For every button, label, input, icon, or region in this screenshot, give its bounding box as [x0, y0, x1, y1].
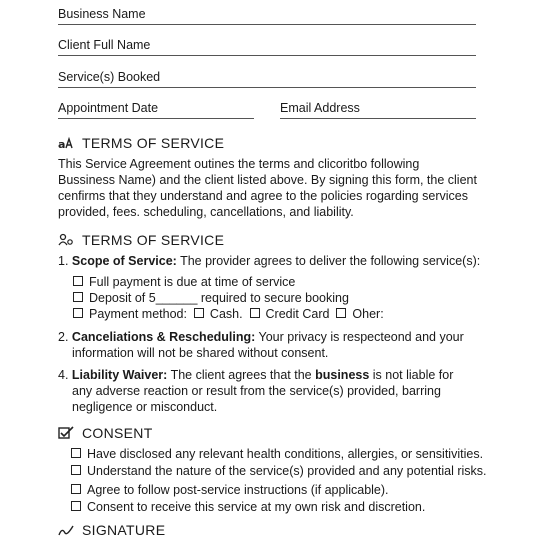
consent-item-1[interactable]: [71, 446, 483, 462]
terms-item-2: [58, 329, 464, 345]
payment-method-label: Payment method:: [89, 307, 187, 321]
consent-checkbox-1[interactable]: [71, 448, 81, 458]
terms-item-4-line3: negligence or misconduct.: [72, 400, 218, 414]
terms-item-2-line1: Your privacy is respecteond and your: [255, 330, 464, 344]
terms-item-2-line2: information will not be shared without consent.: [72, 346, 329, 360]
appointment-date-label: Appointment Date: [58, 101, 159, 115]
payment-method-checkbox[interactable]: [73, 308, 83, 318]
option-deposit[interactable]: [73, 290, 349, 306]
consent-checkbox-4[interactable]: [71, 501, 81, 511]
signature-title: SIGNATURE: [82, 522, 166, 538]
signature-heading: [58, 522, 165, 538]
terms-item-2-number: 2.: [58, 330, 69, 344]
terms-title: TERMS OF SERVICE: [82, 232, 225, 248]
people-settings-icon: [58, 233, 74, 247]
consent-label-1: Have disclosed any relevant health conditions, allergies, or sensitivities.: [87, 447, 484, 461]
consent-checkbox-2[interactable]: [71, 465, 81, 475]
consent-checkbox-3[interactable]: [71, 484, 81, 494]
terms-item-1-label: Scope of Service:: [71, 254, 177, 268]
terms-item-4-cont-2: [72, 399, 217, 415]
email-address-label: Email Address: [280, 101, 360, 115]
terms-item-4-line1b: is not liable for: [369, 368, 454, 382]
credit-card-label: Credit Card: [265, 307, 330, 321]
email-address-field[interactable]: [280, 101, 476, 119]
consent-item-3[interactable]: [71, 482, 389, 498]
terms-item-2-label: Canceliations & Rescheduling:: [71, 330, 256, 344]
terms-heading: [58, 232, 224, 248]
terms-item-1: [58, 253, 480, 269]
consent-label-3: Agree to follow post-service instructions (if applicable).: [87, 483, 389, 497]
full-payment-checkbox[interactable]: [73, 276, 83, 286]
text-format-icon: [58, 136, 74, 150]
terms-item-4-bold: business: [315, 368, 370, 382]
appointment-date-field[interactable]: [58, 101, 254, 119]
cash-checkbox[interactable]: [194, 308, 204, 318]
credit-card-checkbox[interactable]: [250, 308, 260, 318]
terms-item-4: [58, 367, 453, 383]
business-name-label: Business Name: [58, 7, 146, 21]
terms-item-4-label: Liability Waiver:: [71, 368, 168, 382]
option-payment-method: [73, 306, 384, 322]
option-full-payment[interactable]: [73, 274, 295, 290]
terms-intro-title: TERMS OF SERVICE: [82, 135, 225, 151]
business-name-field[interactable]: [58, 7, 476, 25]
terms-item-4-cont-1: [72, 383, 441, 399]
signature-pen-icon: [58, 523, 74, 537]
terms-item-2-cont: [72, 345, 328, 361]
consent-label-2: Understand the nature of the service(s) provided and any potential risks.: [87, 464, 487, 478]
terms-intro-heading: [58, 135, 224, 151]
deposit-label: Deposit of 5______ required to secure booking: [89, 291, 349, 305]
terms-item-1-number: 1.: [58, 254, 69, 268]
consent-item-2[interactable]: [71, 463, 487, 479]
full-payment-label: Full payment is due at time of service: [89, 275, 296, 289]
cash-label: Cash.: [209, 307, 243, 321]
client-full-name-field[interactable]: [58, 38, 476, 56]
terms-intro-paragraph: This Service Agreement outines the terms and clicoritbo following Bussiness Name) and the client listed above. By signing this form, the client cenfirms that they understand and agree to the policies rogarding services provided, fees. scheduling, cancellations, and liability.: [58, 157, 477, 219]
consent-item-4[interactable]: [71, 499, 425, 515]
terms-item-4-line2: any adverse reaction or result from the service(s) provided, barring: [72, 384, 441, 398]
other-label: Oher:: [352, 307, 384, 321]
terms-item-1-text: The provider agrees to deliver the following service(s):: [176, 254, 481, 268]
checkbox-edit-icon: [58, 426, 74, 440]
deposit-checkbox[interactable]: [73, 292, 83, 302]
services-booked-field[interactable]: [58, 70, 476, 88]
consent-heading: [58, 425, 153, 441]
client-full-name-label: Client Full Name: [58, 38, 151, 52]
other-checkbox[interactable]: [336, 308, 346, 318]
services-booked-label: Service(s) Booked: [58, 70, 161, 84]
consent-title: CONSENT: [82, 425, 153, 441]
terms-item-4-line1a: The client agrees that the: [167, 368, 316, 382]
terms-item-4-number: 4.: [58, 368, 69, 382]
consent-label-4: Consent to receive this service at my own risk and discretion.: [87, 500, 426, 514]
svg-text:a: a: [58, 138, 66, 150]
